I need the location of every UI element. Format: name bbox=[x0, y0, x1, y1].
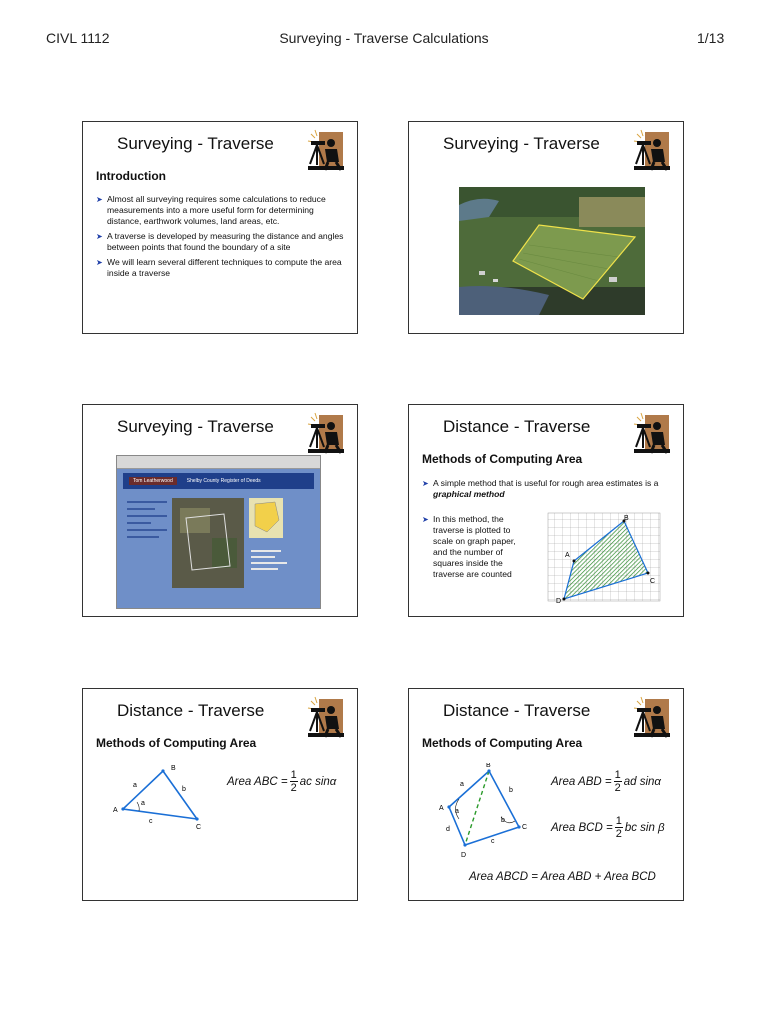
point-label: D bbox=[556, 598, 562, 605]
formula-rhs: ad sinα bbox=[623, 775, 661, 788]
bullet-item: ➤ We will learn several different techniques to compute the area inside a traverse bbox=[96, 257, 344, 279]
side-label: c bbox=[149, 818, 153, 825]
slide-title: Surveying - Traverse bbox=[117, 417, 274, 436]
angle-label: a bbox=[455, 808, 459, 815]
bullet-item: ➤ Almost all surveying requires some calculations to reduce measurements into a more useful form for determining distance, earthwork volumes, land areas, etc. bbox=[96, 194, 344, 227]
slide-title: Distance - Traverse bbox=[117, 701, 265, 720]
point-label: B bbox=[624, 515, 629, 522]
slide-title: Distance - Traverse bbox=[443, 417, 591, 436]
legend-panel bbox=[251, 546, 311, 591]
course-code: CIVL 1112 bbox=[46, 30, 110, 46]
county-locator-map bbox=[249, 498, 283, 538]
area-abd-formula bbox=[551, 769, 661, 794]
fraction-one-half bbox=[615, 815, 623, 840]
graph-paper-traverse bbox=[546, 511, 668, 605]
bullet-text: A simple method that is useful for rough area estimates is a bbox=[433, 478, 659, 488]
slide-subheading: Introduction bbox=[96, 169, 166, 183]
bullet-item bbox=[422, 478, 670, 500]
bullet-item: ➤ In this method, the traverse is plotted to scale on graph paper, and the number of squares inside the traverse are counted bbox=[422, 514, 532, 580]
surveyor-logo-icon bbox=[305, 128, 345, 172]
side-label: b bbox=[509, 787, 513, 794]
side-label: b bbox=[182, 786, 186, 793]
register-of-deeds-screenshot bbox=[116, 455, 321, 609]
fraction-numerator: 1 bbox=[290, 769, 297, 781]
vertex-label: C bbox=[196, 824, 202, 831]
triangle-abc-diagram bbox=[109, 761, 211, 831]
surveyor-logo-icon bbox=[305, 695, 345, 739]
angle-label: b bbox=[501, 817, 505, 824]
site-banner bbox=[123, 473, 314, 489]
fraction-one-half bbox=[614, 769, 622, 794]
parcel-aerial-map bbox=[172, 498, 244, 588]
browser-toolbar bbox=[117, 456, 320, 469]
page-number: 1/13 bbox=[697, 30, 725, 46]
area-abc-formula bbox=[227, 769, 336, 794]
surveyor-logo-icon bbox=[631, 411, 671, 455]
side-label: a bbox=[133, 782, 137, 789]
angle-label: a bbox=[141, 800, 145, 807]
side-label: a bbox=[460, 781, 464, 788]
vertex-label: D bbox=[461, 852, 467, 859]
slide-subheading: Methods of Computing Area bbox=[422, 736, 583, 750]
property-info-panel bbox=[127, 496, 167, 591]
surveyor-logo-icon bbox=[631, 695, 671, 739]
slide-2 bbox=[408, 121, 684, 334]
slide-5 bbox=[82, 688, 358, 901]
fraction-numerator: 1 bbox=[614, 769, 621, 781]
slide-1 bbox=[82, 121, 358, 334]
side-label: c bbox=[491, 838, 495, 845]
area-bcd-formula bbox=[551, 815, 665, 840]
site-banner-office: Shelby County Register of Deeds bbox=[186, 478, 261, 484]
formula-lhs: Area ABD = bbox=[551, 775, 612, 788]
vertex-label: C bbox=[522, 824, 528, 831]
bullet-item: ➤ A traverse is developed by measuring the distance and angles between points that found the boundary of a site bbox=[96, 231, 344, 253]
aerial-site-photo bbox=[459, 187, 645, 315]
point-label: A bbox=[565, 552, 570, 559]
formula-lhs: Area BCD = bbox=[551, 821, 613, 834]
slide-title: Distance - Traverse bbox=[443, 701, 591, 720]
area-abcd-formula: Area ABCD = Area ABD + Area BCD bbox=[469, 871, 656, 883]
formula-lhs: Area ABC = bbox=[227, 775, 288, 788]
site-banner-name: Tom Leatherwood bbox=[129, 477, 177, 485]
slide-title: Surveying - Traverse bbox=[117, 134, 274, 153]
point-label: C bbox=[650, 578, 656, 585]
surveyor-logo-icon bbox=[631, 128, 671, 172]
formula-rhs: ac sinα bbox=[299, 775, 337, 788]
fraction-one-half bbox=[290, 769, 298, 794]
vertex-label: A bbox=[113, 807, 118, 814]
bullet-list bbox=[422, 478, 670, 504]
slide-3 bbox=[82, 404, 358, 617]
vertex-label: A bbox=[439, 805, 444, 812]
quadrilateral-abcd-diagram bbox=[435, 763, 541, 861]
side-label: d bbox=[446, 826, 450, 833]
bullet-list bbox=[422, 514, 532, 584]
slide-subheading: Methods of Computing Area bbox=[96, 736, 257, 750]
fraction-numerator: 1 bbox=[615, 815, 622, 827]
formula-rhs: bc sin β bbox=[624, 821, 665, 834]
fraction-denominator: 2 bbox=[290, 782, 297, 794]
fraction-denominator: 2 bbox=[615, 828, 622, 840]
bullet-emphasis: graphical method bbox=[433, 489, 505, 499]
slide-4 bbox=[408, 404, 684, 617]
bullet-list bbox=[96, 194, 344, 283]
slide-subheading: Methods of Computing Area bbox=[422, 452, 583, 466]
slide-6 bbox=[408, 688, 684, 901]
fraction-denominator: 2 bbox=[614, 782, 621, 794]
vertex-label: B bbox=[486, 763, 491, 769]
slide-title: Surveying - Traverse bbox=[443, 134, 600, 153]
document-title: Surveying - Traverse Calculations bbox=[279, 30, 489, 46]
vertex-label: B bbox=[171, 765, 176, 772]
surveyor-logo-icon bbox=[305, 411, 345, 455]
